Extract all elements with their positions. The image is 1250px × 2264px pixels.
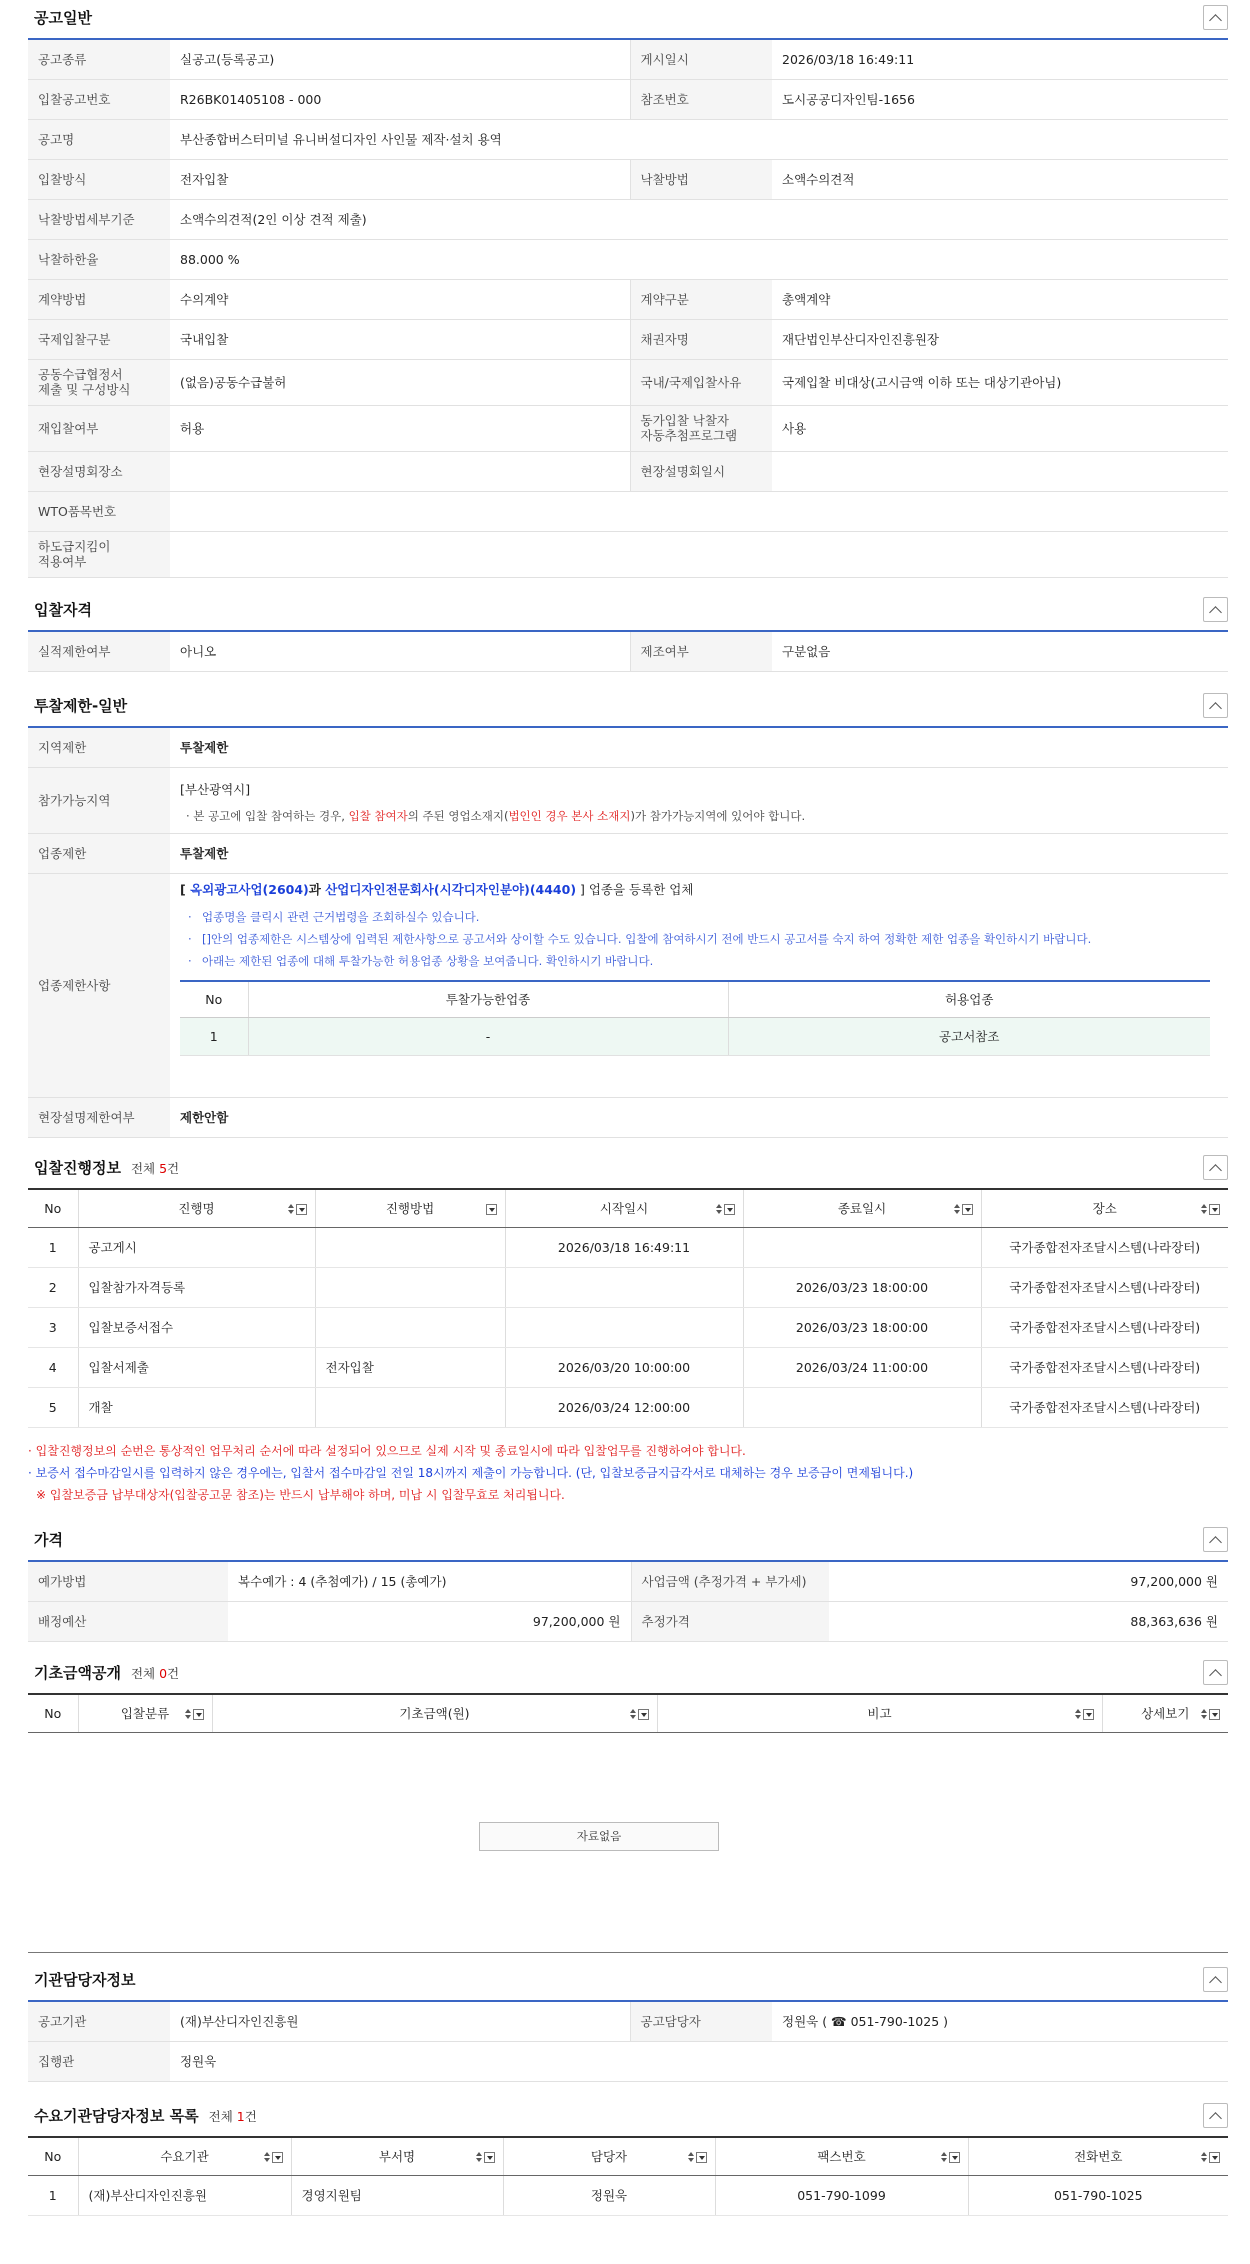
label: [630, 405, 772, 451]
note-text: · 입찰진행정보의 순번은 통상적인 업무처리 순서에 따라 설정되어 있으므로 실제 시작 및 종료일시에 따라 입찰업무를 진행하여야 합니다.: [28, 1444, 746, 1458]
count-suffix: 건: [167, 1161, 180, 1176]
label: 낙찰방법세부기준: [28, 199, 170, 239]
table-row: [28, 1387, 1228, 1427]
collapse-button[interactable]: [1203, 1967, 1228, 1992]
column-header-fax[interactable]: [715, 2137, 968, 2175]
collapse-button[interactable]: [1203, 1527, 1228, 1552]
cell: 개찰: [78, 1387, 315, 1427]
cell: 전자입찰: [315, 1347, 505, 1387]
label: 공고기관: [28, 2001, 170, 2041]
section-title: [34, 2105, 257, 2126]
label: 추정가격: [631, 1601, 829, 1641]
label: 사업금액 (추정가격 + 부가세): [631, 1561, 829, 1601]
value: 88.000 %: [170, 239, 1228, 279]
column-header-detail[interactable]: [1102, 1694, 1228, 1732]
table-row: [28, 2175, 1228, 2215]
label: 계약구분: [630, 279, 772, 319]
cell: [315, 1307, 505, 1347]
column-header-amount[interactable]: [212, 1694, 657, 1732]
label: 공고종류: [28, 39, 170, 79]
cell: 4: [28, 1347, 78, 1387]
table-row: [28, 1227, 1228, 1267]
value: 허용: [170, 405, 630, 451]
note-text: ※ 입찰보증금 납부대상자(입찰공고문 참조)는 반드시 납부해야 하며, 미납 시 입찰무효로 처리됩니다.: [36, 1488, 565, 1502]
area-note: [180, 809, 1218, 824]
value: 투찰제한: [170, 833, 1228, 873]
value: 2026/03/18 16:49:11: [772, 39, 1228, 79]
column-header-no: No: [28, 1694, 78, 1732]
label: 업종제한사항: [28, 873, 170, 1097]
label: 게시일시: [630, 39, 772, 79]
sort-icon[interactable]: [185, 1709, 204, 1720]
value: 구분없음: [772, 631, 1228, 671]
column-header-person[interactable]: [503, 2137, 715, 2175]
column-header-agency[interactable]: [78, 2137, 291, 2175]
cell: 051-790-1025: [968, 2175, 1228, 2215]
cell: 입찰참가자격등록: [78, 1267, 315, 1307]
table-row: [28, 1267, 1228, 1307]
cell: 1: [28, 1227, 78, 1267]
industry-notes: [180, 906, 1218, 972]
section-header: [28, 0, 1228, 38]
cell: 2026/03/20 10:00:00: [505, 1347, 743, 1387]
note-item: · 아래는 제한된 업종에 대해 투찰가능한 허용업종 상황을 보여줍니다. 확인하시기 바랍니다.: [188, 953, 654, 968]
conjunction: 과: [308, 881, 326, 897]
sort-icon[interactable]: [476, 2152, 495, 2163]
count-prefix: 전체: [130, 1666, 160, 1681]
label: 집행관: [28, 2041, 170, 2081]
note-text: · 본 공고에 입찰 참여하는 경우,: [186, 808, 349, 823]
cell: 2026/03/24 12:00:00: [505, 1387, 743, 1427]
sort-icon[interactable]: [716, 1204, 735, 1215]
column-header: 허용업종: [728, 981, 1210, 1018]
cell: 입찰보증서접수: [78, 1307, 315, 1347]
label: 현장설명회장소: [28, 451, 170, 491]
allowed-industry-table: [180, 980, 1210, 1057]
label: 낙찰방법: [630, 159, 772, 199]
section-title: 공고일반: [34, 9, 92, 27]
sort-icon[interactable]: [264, 2152, 283, 2163]
column-header-remarks[interactable]: [657, 1694, 1102, 1732]
title-text: 입찰진행정보: [34, 1159, 121, 1177]
cell: [743, 1387, 981, 1427]
cell: 1: [28, 2175, 78, 2215]
title-text: 기초금액공개: [34, 1664, 121, 1682]
section-header: [28, 688, 1228, 726]
section-header: [28, 1522, 1228, 1560]
column-header-end[interactable]: [743, 1189, 981, 1227]
count-suffix: 건: [167, 1666, 180, 1681]
note-item: · []안의 업종제한은 시스템상에 입력된 제한사항으로 공고서와 상이할 수도 있습니다. 입찰에 참여하시기 전에 반드시 공고서를 숙지 하여 정확한 제한 업종을 확인하시기 바랍니다.: [188, 931, 1092, 946]
notice-name: 부산종합버스터미널 유니버설디자인 사인물 제작·설치 용역: [170, 119, 1228, 159]
value: (없음)공동수급불허: [170, 359, 630, 405]
section-header: [28, 1962, 1228, 2000]
no-data-message: 자료없음: [479, 1822, 719, 1851]
collapse-button[interactable]: [1203, 693, 1228, 718]
value: 재단법인부산디자인진흥원장: [772, 319, 1228, 359]
section-bid-progress: [28, 1150, 1228, 1428]
record-count: [209, 2109, 257, 2124]
collapse-button[interactable]: [1203, 5, 1228, 30]
divider: [28, 1952, 1228, 1953]
note-highlight: 입찰 참여자: [348, 808, 408, 823]
label: 지역제한: [28, 727, 170, 767]
label: 국제입찰구분: [28, 319, 170, 359]
note-text: )가 참가가능지역에 있어야 합니다.: [630, 808, 806, 823]
note-text: 업종명을 클릭시 관련 근거법령을 조회하실수 있습니다.: [202, 909, 480, 924]
column-header-no: No: [28, 1189, 78, 1227]
collapse-button[interactable]: [1203, 597, 1228, 622]
label: [28, 531, 170, 577]
section-header: [28, 1655, 1228, 1693]
area-cell: [170, 767, 1228, 833]
note-highlight: 법인인 경우 본사 소재지: [508, 808, 631, 823]
cell: 입찰서제출: [78, 1347, 315, 1387]
note-text: · 보증서 접수마감일시를 입력하지 않은 경우에는, 입찰서 접수마감일 전일 18시까지 제출이 가능합니다. (단, 입찰보증금지급각서로 대체하는 경우 보증금이 면제됩니다.): [28, 1466, 914, 1480]
section-header: [28, 592, 1228, 630]
label: 예가방법: [28, 1561, 228, 1601]
column-header: 투찰가능한업종: [248, 981, 728, 1018]
label: 배정예산: [28, 1601, 228, 1641]
section-bid-qualification: [28, 592, 1228, 672]
header-label: 장소: [1092, 1201, 1117, 1217]
notice-general-table: [28, 38, 1228, 578]
label: 현장설명회일시: [630, 451, 772, 491]
value: [170, 531, 1228, 577]
header-label: 상세보기: [1141, 1706, 1190, 1722]
column-header-start[interactable]: [505, 1189, 743, 1227]
value: R26BK01405108 - 000: [170, 79, 630, 119]
cell: 1: [180, 1018, 248, 1056]
sort-icon[interactable]: [1201, 2152, 1220, 2163]
value: 전자입찰: [170, 159, 630, 199]
agency-contact-table: [28, 2000, 1228, 2082]
value: 도시공공디자인팀-1656: [772, 79, 1228, 119]
label: 계약방법: [28, 279, 170, 319]
label: 입찰공고번호: [28, 79, 170, 119]
value: 총액계약: [772, 279, 1228, 319]
label: WTO품목번호: [28, 491, 170, 531]
section-base-amount: [28, 1655, 1228, 1733]
cell: 3: [28, 1307, 78, 1347]
record-count: [131, 1161, 179, 1176]
cell: 051-790-1099: [715, 2175, 968, 2215]
value: 97,200,000 원: [228, 1601, 631, 1641]
header-label: 수요기관: [160, 2149, 209, 2165]
column-header-place[interactable]: [981, 1189, 1228, 1227]
column-header-category[interactable]: [78, 1694, 212, 1732]
label: 제조여부: [630, 631, 772, 671]
cell: [743, 1227, 981, 1267]
label: 현장설명제한여부: [28, 1097, 170, 1137]
label: 재입찰여부: [28, 405, 170, 451]
industry-detail-cell: [170, 873, 1228, 1097]
column-header-no: No: [28, 2137, 78, 2175]
value: 국내입찰: [170, 319, 630, 359]
sort-icon[interactable]: [954, 1204, 973, 1215]
label-line: 공동수급협정서: [38, 367, 123, 382]
value: 복수예가 : 4 (추첨예가) / 15 (총예가): [228, 1561, 631, 1601]
cell: 국가종합전자조달시스템(나라장터): [981, 1227, 1228, 1267]
count-number: 1: [236, 2109, 245, 2124]
sort-icon[interactable]: [1075, 1709, 1094, 1720]
cell: 국가종합전자조달시스템(나라장터): [981, 1387, 1228, 1427]
section-title: 입찰자격: [34, 601, 92, 619]
label: 실적제한여부: [28, 631, 170, 671]
price-table: [28, 1560, 1228, 1642]
value: 투찰제한: [170, 727, 1228, 767]
cell: (재)부산디자인진흥원: [78, 2175, 291, 2215]
section-notice-general: [28, 0, 1228, 578]
value: 제한안함: [170, 1097, 1228, 1137]
bracket: [: [180, 881, 191, 897]
label: 국내/국제입찰사유: [630, 359, 772, 405]
cell: 5: [28, 1387, 78, 1427]
label-line: 적용여부: [38, 554, 87, 569]
sort-icon[interactable]: [688, 2152, 707, 2163]
cell: 정원욱: [503, 2175, 715, 2215]
progress-table: [28, 1188, 1228, 1428]
column-header-name[interactable]: [78, 1189, 315, 1227]
label: 참가가능지역: [28, 767, 170, 833]
table-row: [180, 1018, 1210, 1056]
cell: 경영지원팀: [291, 2175, 503, 2215]
record-count: [131, 1666, 179, 1681]
value: 수의계약: [170, 279, 630, 319]
note-item: · 업종명을 클릭시 관련 근거법령을 조회하실수 있습니다.: [188, 909, 480, 924]
section-title: [34, 1157, 179, 1178]
cell: 공고게시: [78, 1227, 315, 1267]
value: 정원욱: [170, 2041, 1228, 2081]
demand-agency-table: [28, 2136, 1228, 2216]
qualification-table: [28, 630, 1228, 672]
sort-icon[interactable]: [288, 1204, 307, 1215]
value: 국제입찰 비대상(고시금액 이하 또는 대상기관아님): [772, 359, 1228, 405]
table-row: [28, 1347, 1228, 1387]
cell: 국가종합전자조달시스템(나라장터): [981, 1307, 1228, 1347]
count-prefix: 전체: [130, 1161, 160, 1176]
cell: [315, 1227, 505, 1267]
cell: -: [248, 1018, 728, 1056]
header-label: 시작일시: [599, 1201, 649, 1217]
cell: 2026/03/18 16:49:11: [505, 1227, 743, 1267]
count-number: 5: [159, 1161, 168, 1176]
label: 낙찰하한율: [28, 239, 170, 279]
value: [170, 491, 1228, 531]
label: 입찰방식: [28, 159, 170, 199]
industry-suffix: ] 업종을 등록한 업체: [576, 881, 694, 897]
section-title: 가격: [34, 1531, 63, 1549]
header-label: 부서명: [378, 2149, 416, 2165]
section-agency-contact: [28, 1962, 1228, 2082]
value: (재)부산디자인진흥원: [170, 2001, 630, 2041]
area-value: [부산광역시]: [180, 781, 251, 797]
value: 97,200,000 원: [829, 1561, 1228, 1601]
label-line: 동가입찰 낙찰자: [640, 413, 729, 428]
sort-icon[interactable]: [1201, 1204, 1220, 1215]
sort-icon[interactable]: [1201, 1709, 1220, 1720]
cell: 2026/03/24 11:00:00: [743, 1347, 981, 1387]
cell: 국가종합전자조달시스템(나라장터): [981, 1347, 1228, 1387]
header-label: 기초금액(원): [399, 1706, 470, 1722]
value: [170, 451, 630, 491]
section-title: [34, 1662, 179, 1683]
section-title: 기관담당자정보: [34, 1971, 136, 1989]
note-text: 아래는 제한된 업종에 대해 투찰가능한 허용업종 상황을 보여줍니다. 확인하시기 바랍니다.: [202, 953, 654, 968]
industry-link-design[interactable]: 산업디자인전문회사(시각디자인분야)(4440): [325, 881, 577, 897]
note-text: []안의 업종제한은 시스템상에 입력된 제한사항으로 공고서와 상이할 수도 있습니다. 입찰에 참여하시기 전에 반드시 공고서를 숙지 하여 정확한 제한 업종을 확인하시기 바랍니다.: [202, 931, 1092, 946]
label: 공고명: [28, 119, 170, 159]
section-header: [28, 1150, 1228, 1188]
header-label: 전화번호: [1074, 2149, 1123, 2165]
sort-icon[interactable]: [630, 1709, 649, 1720]
value: 소액수의견적: [772, 159, 1228, 199]
section-bid-restriction: [28, 688, 1228, 1138]
section-demand-agency: [28, 2098, 1228, 2216]
section-title: 투찰제한-일반: [34, 697, 128, 715]
table-row: [28, 1307, 1228, 1347]
progress-notes: [28, 1440, 913, 1506]
cell: 공고서참조: [728, 1018, 1210, 1056]
cell: 2: [28, 1267, 78, 1307]
column-header-method[interactable]: [315, 1189, 505, 1227]
label: 업종제한: [28, 833, 170, 873]
cell: 국가종합전자조달시스템(나라장터): [981, 1267, 1228, 1307]
label-line: 제출 및 구성방식: [38, 382, 131, 397]
value: [772, 451, 1228, 491]
cell: [315, 1267, 505, 1307]
sort-icon[interactable]: [941, 2152, 960, 2163]
value: 사용: [772, 405, 1228, 451]
label: 공고담당자: [630, 2001, 772, 2041]
label: [28, 359, 170, 405]
cell: [505, 1307, 743, 1347]
base-amount-table: [28, 1693, 1228, 1733]
label: 채권자명: [630, 319, 772, 359]
label-line: 자동추첨프로그램: [640, 428, 738, 443]
count-suffix: 건: [244, 2109, 257, 2124]
cell: 2026/03/23 18:00:00: [743, 1307, 981, 1347]
value: 실공고(등록공고): [170, 39, 630, 79]
collapse-button[interactable]: [1203, 1660, 1228, 1685]
header-label: 팩스번호: [817, 2149, 866, 2165]
value: 아니오: [170, 631, 630, 671]
value: 88,363,636 원: [829, 1601, 1228, 1641]
column-header-dept[interactable]: [291, 2137, 503, 2175]
cell: [505, 1267, 743, 1307]
header-label: 담당자: [590, 2149, 628, 2165]
column-header-phone[interactable]: [968, 2137, 1228, 2175]
header-label: 비고: [867, 1706, 892, 1722]
collapse-button[interactable]: [1203, 1155, 1228, 1180]
header-label: 진행방법: [385, 1201, 435, 1217]
restriction-table: [28, 726, 1228, 1138]
title-text: 수요기관담당자정보 목록: [34, 2107, 199, 2125]
cell: [315, 1387, 505, 1427]
label: 참조번호: [630, 79, 772, 119]
column-header: No: [180, 981, 248, 1018]
cell: 2026/03/23 18:00:00: [743, 1267, 981, 1307]
industry-line: [180, 880, 1218, 900]
header-label: 종료일시: [837, 1201, 887, 1217]
header-label: 진행명: [178, 1201, 215, 1217]
industry-link-outdoor-ad[interactable]: 옥외광고사업(2604): [190, 881, 309, 897]
section-header: [28, 2098, 1228, 2136]
note-text: 의 주된 영업소재지(: [407, 808, 509, 823]
count-prefix: 전체: [208, 2109, 237, 2124]
header-label: 입찰분류: [120, 1706, 170, 1722]
count-number: 0: [159, 1666, 168, 1681]
section-price: [28, 1522, 1228, 1642]
value: 정원욱 ( ☎ 051-790-1025 ): [772, 2001, 1228, 2041]
collapse-button[interactable]: [1203, 2103, 1228, 2128]
sort-icon[interactable]: [486, 1204, 497, 1215]
value: 소액수의견적(2인 이상 견적 제출): [170, 199, 1228, 239]
label-line: 하도급지킴이: [38, 539, 111, 554]
